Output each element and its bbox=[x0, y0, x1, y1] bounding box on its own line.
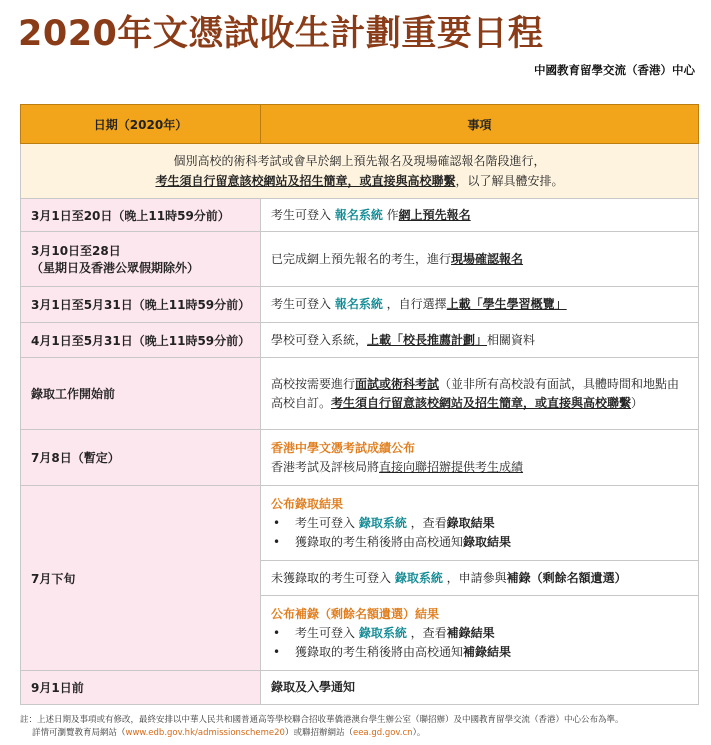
application-system-link[interactable]: 報名系統 bbox=[334, 297, 383, 311]
admission-system-link[interactable]: 錄取系統 bbox=[394, 570, 443, 585]
row-event: 已完成網上預先報名的考生，進行現場確認報名 bbox=[261, 232, 699, 287]
table-row bbox=[21, 323, 699, 358]
table-row bbox=[21, 232, 699, 287]
header-event: 事項 bbox=[261, 105, 699, 144]
table-row bbox=[21, 486, 699, 561]
row-date: 9月1日前 bbox=[21, 671, 261, 705]
table-row bbox=[21, 671, 699, 705]
row-event: 未獲錄取的考生可登入 錄取系統 ，申請參與補錄（剩餘名額遺選） bbox=[261, 561, 699, 596]
page-title: 2020年文憑試收生計劃重要日程 bbox=[18, 14, 544, 54]
note-line1: 個別高校的術科考試或會早於網上預先報名及現場確認報名階段進行， bbox=[173, 154, 546, 168]
row-event: 考生可登入 報名系統 作網上預先報名 bbox=[261, 199, 699, 232]
table-row bbox=[21, 358, 699, 430]
footer-line1: 註：上述日期及事項或有修改，最終安排以中華人民共和國普通高等學校聯合招收華僑港澳台學生辦公室（聯招辦）及中國教育留學交流（香港）中心公布為準。 bbox=[20, 715, 624, 725]
event-heading: 香港中學文憑考試成績公布 bbox=[271, 440, 416, 455]
row-date: 3月10日至28日 （星期日及香港公眾假期除外） bbox=[21, 232, 261, 287]
list-item: • 考生可登入 錄取系統 ，查看錄取結果 bbox=[273, 515, 495, 530]
edb-website-link[interactable]: www.edb.gov.hk/admissionscheme20 bbox=[125, 728, 285, 738]
schedule-table bbox=[20, 104, 699, 705]
row-date: 7月下旬 bbox=[21, 486, 261, 671]
header-date: 日期（2020年） bbox=[21, 105, 261, 144]
note-row bbox=[21, 144, 699, 199]
note-cell bbox=[21, 144, 699, 199]
table-row bbox=[21, 287, 699, 323]
footer-line2: 詳情可瀏覽教育局網站（www.edb.gov.hk/admissionscheme20）或聯招辦網站（eea.gd.gov.cn）。 bbox=[32, 728, 426, 738]
row-event: 高校按需要進行面試或術科考試（並非所有高校設有面試，具體時間和地點由高校自訂。考生須自行留意該校網站及招生簡章，或直接與高校聯繫） bbox=[261, 358, 699, 430]
table-row bbox=[21, 199, 699, 232]
list-item: • 獲錄取的考生稍後將由高校通知錄取結果 bbox=[273, 534, 512, 549]
row-event bbox=[261, 486, 699, 561]
row-event bbox=[261, 596, 699, 671]
list-item: • 考生可登入 錄取系統 ，查看補錄結果 bbox=[273, 625, 495, 640]
row-date: 7月8日（暫定） bbox=[21, 430, 261, 486]
jsa-website-link[interactable]: eea.gd.gov.cn bbox=[352, 728, 413, 738]
row-event: 學校可登入系統，上載「校長推薦計劃」相關資料 bbox=[261, 323, 699, 358]
row-date: 錄取工作開始前 bbox=[21, 358, 261, 430]
admission-system-link[interactable]: 錄取系統 bbox=[358, 515, 407, 530]
list-item: • 獲錄取的考生稍後將由高校通知補錄結果 bbox=[273, 644, 512, 659]
table-row bbox=[21, 430, 699, 486]
row-date: 4月1日至5月31日（晚上11時59分前） bbox=[21, 323, 261, 358]
admission-system-link[interactable]: 錄取系統 bbox=[358, 625, 407, 640]
row-date: 3月1日至5月31日（晚上11時59分前） bbox=[21, 287, 261, 323]
row-event: 香港中學文憑考試成績公布 香港考試及評核局將直接向聯招辦提供考生成績 bbox=[261, 430, 699, 486]
event-heading: 公布補錄（剩餘名額遺選）結果 bbox=[271, 606, 440, 621]
note-line2: 考生須自行留意該校網站及招生簡章，或直接與高校聯繫，以了解具體安排。 bbox=[155, 174, 564, 188]
row-date: 3月1日至20日（晚上11時59分前） bbox=[21, 199, 261, 232]
application-system-link[interactable]: 報名系統 bbox=[334, 207, 383, 222]
note-emphasis: 考生須自行留意該校網站及招生簡章，或直接與高校聯繫 bbox=[155, 174, 456, 188]
row-event: 錄取及入學通知 bbox=[261, 671, 699, 705]
table-header-row bbox=[21, 105, 699, 144]
footer-note bbox=[20, 714, 624, 740]
row-event: 考生可登入 報名系統 ，自行選擇上載「學生學習概覽」 bbox=[261, 287, 699, 323]
organization-name: 中國教育留學交流（香港）中心 bbox=[534, 63, 695, 77]
event-heading: 公布錄取結果 bbox=[271, 496, 344, 511]
